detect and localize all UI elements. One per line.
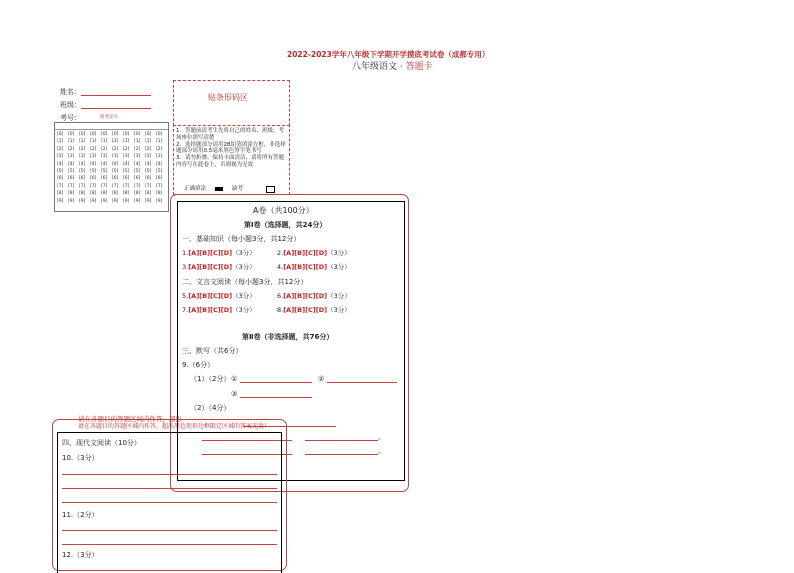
digit-bubble[interactable]: [9] — [156, 198, 163, 204]
class-field[interactable] — [81, 108, 151, 109]
digit-bubble[interactable]: [2] — [68, 146, 75, 152]
mc-q5[interactable] — [182, 293, 256, 300]
digit-bubble[interactable]: [0] — [123, 132, 130, 137]
digit-bubble[interactable]: [6] — [101, 176, 108, 182]
note-line: 2．选择题部分请用2B铅笔填涂方框，非选择 — [176, 141, 286, 148]
q10-title: 10.（3分） — [62, 454, 99, 462]
q9-answer-6[interactable] — [305, 440, 378, 441]
digit-bubble[interactable]: [2] — [134, 146, 141, 152]
digit-bubble[interactable]: [8] — [57, 191, 64, 197]
digit-bubble[interactable]: [5] — [156, 169, 163, 175]
digit-bubble[interactable]: [4] — [134, 161, 141, 167]
digit-bubble[interactable]: [4] — [90, 161, 97, 167]
digit-bubble[interactable]: [9] — [112, 198, 119, 204]
note-line: 场座位填写清楚 — [176, 134, 215, 141]
q-number: 2. — [277, 249, 284, 257]
digit-bubble[interactable]: [7] — [112, 183, 119, 189]
digit-column[interactable] — [123, 131, 129, 205]
digit-bubble[interactable]: [0] — [134, 132, 141, 137]
digit-bubble[interactable]: [1] — [68, 139, 75, 145]
note-line: 1．答题前请考生先将自己的姓名、班级、考 — [176, 128, 285, 134]
q-score: （3分） — [232, 292, 256, 300]
digit-bubble[interactable]: [8] — [101, 191, 108, 197]
correct-fill-label: 正确填涂 — [184, 186, 207, 192]
digit-bubble[interactable]: [1] — [123, 139, 130, 145]
q-score: （3分） — [232, 263, 256, 271]
mc-q7[interactable] — [182, 307, 256, 314]
q-number: 7. — [182, 306, 189, 314]
q10-answer-line-3[interactable] — [62, 502, 277, 503]
digit-bubble[interactable]: [4] — [145, 161, 152, 167]
digit-bubble[interactable]: [1] — [145, 139, 152, 145]
q-score: （3分） — [232, 306, 256, 314]
digit-bubble[interactable]: [4] — [68, 161, 75, 167]
q-group3-title: 三、默写（共6分） — [182, 347, 243, 355]
digit-bubble[interactable]: [8] — [112, 191, 119, 197]
q-number: 5. — [182, 292, 189, 300]
q9-answer-1[interactable] — [240, 382, 312, 383]
digit-bubble[interactable]: [3] — [101, 154, 108, 160]
mc-options[interactable]: [A][B][C][D] — [188, 249, 233, 257]
digit-bubble[interactable]: [5] — [79, 169, 86, 175]
q-score: （3分） — [232, 249, 256, 257]
q9-answer-2[interactable] — [327, 382, 397, 383]
digit-bubble[interactable]: [8] — [68, 191, 75, 197]
sheet-title-main: 八年级语文 — [352, 62, 398, 72]
q-number: 8. — [277, 306, 284, 314]
digit-bubble[interactable]: [5] — [101, 169, 108, 175]
digit-bubble[interactable]: [3] — [79, 154, 86, 160]
digit-bubble[interactable]: [4] — [101, 161, 108, 167]
digit-bubble[interactable]: [1] — [79, 139, 86, 145]
digit-bubble[interactable]: [8] — [123, 191, 130, 197]
barcode-label: 贴条形码区 — [208, 93, 248, 102]
digit-bubble[interactable]: [7] — [134, 183, 141, 189]
class-label: 班级： — [60, 101, 81, 109]
mark-1: ① — [231, 375, 238, 383]
digit-bubble[interactable]: [7] — [156, 183, 163, 189]
digit-bubble[interactable]: [0] — [145, 132, 152, 137]
digit-bubble[interactable]: [5] — [112, 169, 119, 175]
note-line: 内容写在此卷上，否则视为无效 — [176, 161, 254, 168]
exam-no-hint: 准考证号 — [100, 115, 118, 120]
mc-options[interactable]: [A][B][C][D] — [188, 306, 233, 314]
digit-bubble[interactable]: [1] — [112, 139, 119, 145]
digit-bubble[interactable]: [3] — [90, 154, 97, 160]
q-number: 3. — [182, 263, 189, 271]
digit-bubble[interactable]: [5] — [145, 169, 152, 175]
note-line: 题部分请用0.5毫米黑色签字笔书写 — [176, 148, 262, 155]
q-number: 6. — [277, 292, 284, 300]
mc-q3[interactable] — [182, 264, 256, 271]
digit-bubble[interactable]: [2] — [156, 146, 163, 152]
digit-bubble[interactable]: [3] — [68, 154, 75, 160]
digit-bubble[interactable]: [8] — [79, 191, 86, 197]
digit-bubble[interactable]: [0] — [156, 132, 163, 137]
digit-bubble[interactable]: [1] — [57, 139, 64, 145]
correct-fill-sample — [215, 187, 223, 191]
mc-options[interactable]: [A][B][C][D] — [283, 292, 328, 300]
digit-column[interactable] — [79, 131, 85, 205]
digit-bubble[interactable]: [5] — [57, 169, 64, 175]
q11-answer-line-1[interactable] — [62, 530, 277, 531]
q11-title: 11.（2分） — [62, 511, 99, 519]
part2-title: 第Ⅱ卷（非选择题，共76分） — [242, 333, 334, 341]
mc-q4[interactable] — [277, 264, 351, 271]
digit-bubble[interactable]: [6] — [145, 176, 152, 182]
digit-bubble[interactable]: [9] — [79, 198, 86, 204]
digit-bubble[interactable]: [7] — [57, 183, 64, 189]
digit-bubble[interactable]: [7] — [79, 183, 86, 189]
mc-options[interactable]: [A][B][C][D] — [188, 263, 233, 271]
digit-bubble[interactable]: [2] — [123, 146, 130, 152]
digit-bubble[interactable]: [0] — [90, 132, 97, 137]
mc-q8[interactable] — [277, 307, 351, 314]
digit-bubble[interactable]: [7] — [90, 183, 97, 189]
digit-column[interactable] — [145, 131, 151, 205]
q10-answer-line-2[interactable] — [62, 488, 277, 489]
section-a-title: A卷（共100分） — [253, 206, 314, 215]
period-1: 。 — [378, 433, 385, 441]
q9-answer-8[interactable] — [305, 454, 378, 455]
q9-2-label: （2）（4分） — [190, 404, 231, 412]
warning-line-1: 请在各题目的答题区域内作答，超出 — [78, 415, 182, 423]
digit-bubble[interactable]: [7] — [68, 183, 75, 189]
mc-options[interactable]: [A][B][C][D] — [188, 292, 233, 300]
digit-bubble[interactable]: [9] — [134, 198, 141, 204]
digit-bubble[interactable]: [8] — [90, 191, 97, 197]
digit-bubble[interactable]: [7] — [101, 183, 108, 189]
digit-bubble[interactable]: [2] — [101, 146, 108, 152]
digit-column[interactable] — [101, 131, 107, 205]
digit-column[interactable] — [68, 131, 74, 205]
q-group1-title: 一、基础知识（每小题3分，共12分） — [182, 235, 301, 243]
digit-bubble[interactable]: [2] — [145, 146, 152, 152]
digit-bubble[interactable]: [1] — [156, 139, 163, 145]
digit-bubble[interactable]: [1] — [101, 139, 108, 145]
q9-title: 9.（6分） — [182, 361, 215, 369]
note-line: 3．请勿折叠、保持卡面清洁，请将所有答题 — [176, 155, 285, 162]
digit-bubble[interactable]: [8] — [145, 191, 152, 197]
digit-bubble[interactable]: [2] — [79, 146, 86, 152]
digit-bubble[interactable]: [0] — [57, 132, 64, 137]
period-2: 。 — [378, 447, 385, 455]
q12-title: 12.（3分） — [62, 551, 99, 559]
digit-bubble[interactable]: [3] — [57, 154, 64, 160]
digit-bubble[interactable]: [4] — [79, 161, 86, 167]
missing-label: 缺考 — [232, 186, 244, 192]
q-score: （3分） — [327, 292, 351, 300]
digit-bubble[interactable]: [8] — [134, 191, 141, 197]
exam-title: 2022-2023学年八年级下学期开学摸底考试卷（成都专用） — [287, 50, 490, 59]
q9-answer-3[interactable] — [240, 397, 312, 398]
digit-column[interactable] — [134, 131, 140, 205]
mc-options[interactable]: [A][B][C][D] — [283, 263, 328, 271]
sheet-title-suffix: 答题卡 — [405, 62, 433, 72]
digit-bubble[interactable]: [0] — [68, 132, 75, 137]
digit-bubble[interactable]: [3] — [134, 154, 141, 160]
digit-bubble[interactable]: [2] — [57, 146, 64, 152]
exam-no-label: 考号： — [60, 114, 81, 122]
mc-q1[interactable] — [182, 250, 256, 257]
missing-checkbox[interactable] — [266, 186, 275, 193]
digit-bubble[interactable]: [6] — [156, 176, 163, 182]
mark-3: ③ — [231, 390, 238, 398]
digit-column[interactable] — [112, 131, 118, 205]
q11-answer-line-2[interactable] — [62, 544, 277, 545]
section-four-title: 四、现代文阅读（10分） — [62, 439, 141, 447]
digit-bubble[interactable]: [0] — [79, 132, 86, 137]
warning-line-2: 请在各题目的答题区域内作答，超出黑色矩形边框限定区域的答案无效！ — [78, 423, 271, 430]
digit-bubble[interactable]: [0] — [101, 132, 108, 137]
digit-bubble[interactable]: [6] — [90, 176, 97, 182]
name-label: 姓名： — [60, 88, 81, 96]
digit-bubble[interactable]: [6] — [57, 176, 64, 182]
digit-bubble[interactable]: [5] — [90, 169, 97, 175]
notes-text — [176, 128, 286, 169]
mc-options[interactable]: [A][B][C][D] — [283, 306, 328, 314]
digit-bubble[interactable]: [1] — [134, 139, 141, 145]
q-number: 1. — [182, 249, 189, 257]
digit-bubble[interactable]: [9] — [145, 198, 152, 204]
sheet-title-sep: · — [399, 62, 403, 72]
digit-bubble[interactable]: [9] — [123, 198, 130, 204]
digit-bubble[interactable]: [4] — [57, 161, 64, 167]
part1-title: 第Ⅰ卷（选择题，共24分） — [244, 221, 327, 229]
digit-bubble[interactable]: [6] — [134, 176, 141, 182]
digit-bubble[interactable]: [7] — [123, 183, 130, 189]
digit-bubble[interactable]: [6] — [79, 176, 86, 182]
q-score: （3分） — [327, 249, 351, 257]
digit-bubble[interactable]: [5] — [123, 169, 130, 175]
digit-bubble[interactable]: [9] — [68, 198, 75, 204]
digit-column[interactable] — [57, 131, 63, 205]
digit-bubble[interactable]: [6] — [68, 176, 75, 182]
digit-bubble[interactable]: [6] — [123, 176, 130, 182]
mc-options[interactable]: [A][B][C][D] — [283, 249, 328, 257]
digit-bubble[interactable]: [5] — [68, 169, 75, 175]
mc-q2[interactable] — [277, 250, 351, 257]
mark-2: ② — [318, 375, 325, 383]
digit-bubble[interactable]: [3] — [145, 154, 152, 160]
digit-bubble[interactable]: [7] — [145, 183, 152, 189]
digit-bubble[interactable]: [4] — [123, 161, 130, 167]
q9-1-label: （1）（2分） — [190, 375, 231, 383]
q-number: 4. — [277, 263, 284, 271]
sheet-title — [352, 63, 433, 72]
notes-box — [173, 124, 290, 195]
q10-answer-line-1[interactable] — [62, 474, 277, 475]
digit-bubble[interactable]: [4] — [156, 161, 163, 167]
digit-bubble[interactable]: [2] — [90, 146, 97, 152]
digit-bubble[interactable]: [9] — [101, 198, 108, 204]
barcode-area — [173, 80, 290, 126]
digit-bubble[interactable]: [4] — [112, 161, 119, 167]
digit-column[interactable] — [90, 131, 96, 205]
digit-bubble[interactable]: [2] — [112, 146, 119, 152]
digit-column[interactable] — [156, 131, 162, 205]
digit-bubble[interactable]: [6] — [112, 176, 119, 182]
digit-bubble[interactable]: [8] — [156, 191, 163, 197]
q-group2-title: 二、文言文阅读（每小题3分，共12分） — [182, 278, 308, 286]
digit-bubble[interactable]: [9] — [57, 198, 64, 204]
grid-header-line — [55, 129, 168, 130]
digit-bubble[interactable]: [3] — [112, 154, 119, 160]
digit-bubble[interactable]: [1] — [90, 139, 97, 145]
mc-q6[interactable] — [277, 293, 351, 300]
digit-bubble[interactable]: [0] — [112, 132, 119, 137]
q-score: （3分） — [327, 263, 351, 271]
q-score: （3分） — [327, 306, 351, 314]
digit-bubble[interactable]: [3] — [156, 154, 163, 160]
name-field[interactable] — [81, 95, 151, 96]
digit-bubble[interactable]: [9] — [90, 198, 97, 204]
digit-bubble[interactable]: [5] — [134, 169, 141, 175]
digit-bubble[interactable]: [3] — [123, 154, 130, 160]
